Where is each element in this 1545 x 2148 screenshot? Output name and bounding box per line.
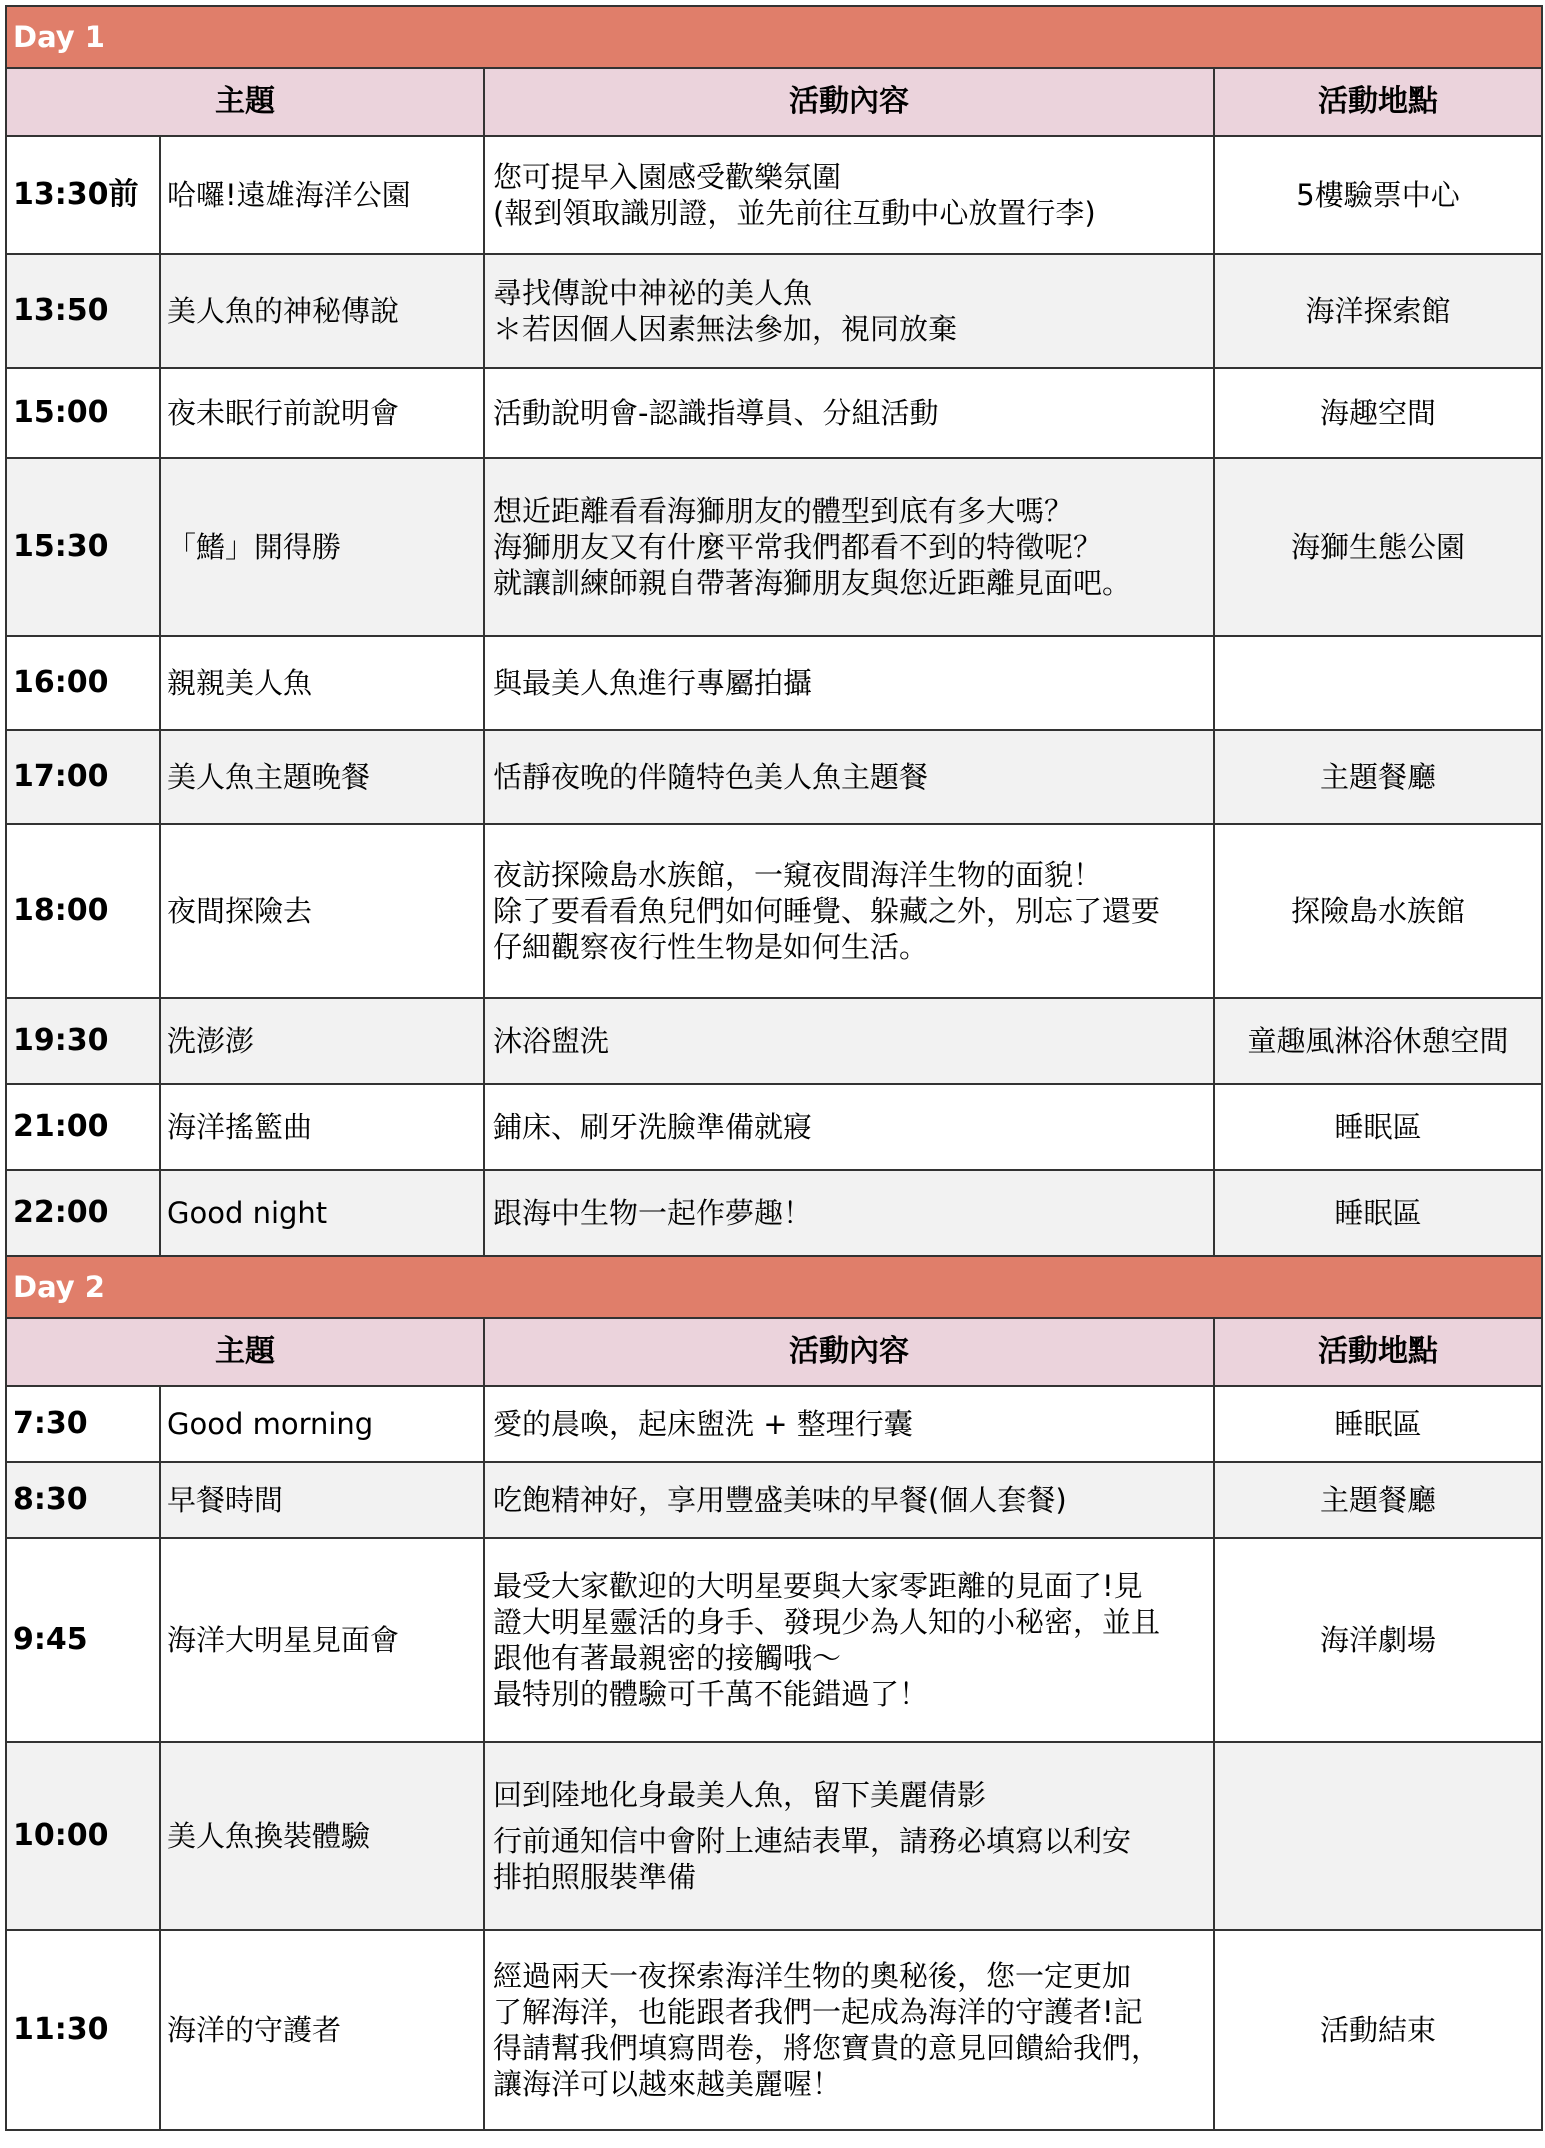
column-header-topic: 主題	[6, 1318, 484, 1386]
place-cell: 童趣風淋浴休憩空間	[1214, 998, 1542, 1084]
content-line: 仔細觀察夜行性生物是如何生活。	[493, 930, 929, 964]
column-header-place: 活動地點	[1214, 1318, 1542, 1386]
day-header	[6, 1256, 1542, 1318]
time-cell: 13:30前	[6, 136, 160, 254]
topic-cell: 洗澎澎	[160, 998, 484, 1084]
table-row	[6, 730, 1542, 824]
content-cell	[484, 368, 1214, 458]
content-line: (報到領取識別證，並先前往互動中心放置行李)	[493, 196, 1096, 230]
content-line: 吃飽精神好，享用豐盛美味的早餐(個人套餐)	[493, 1483, 1067, 1517]
time-cell: 17:00	[6, 730, 160, 824]
content-cell	[484, 1742, 1214, 1930]
content-line: 行前通知信中會附上連結表單，請務必填寫以利安	[493, 1824, 1132, 1858]
time-cell: 13:50	[6, 254, 160, 368]
schedule-body	[6, 6, 1542, 2130]
content-cell	[484, 636, 1214, 730]
topic-cell: 早餐時間	[160, 1462, 484, 1538]
time-cell: 19:30	[6, 998, 160, 1084]
content-line: 想近距離看看海獅朋友的體型到底有多大嗎？	[493, 494, 1074, 528]
content-line: 讓海洋可以越來越美麗喔！	[493, 2067, 842, 2101]
column-header-topic: 主題	[6, 68, 484, 136]
table-row	[6, 1930, 1542, 2130]
content-cell	[484, 1930, 1214, 2130]
topic-cell: 美人魚主題晚餐	[160, 730, 484, 824]
content-cell	[484, 1538, 1214, 1742]
content-gap	[493, 1813, 1207, 1823]
content-cell	[484, 136, 1214, 254]
topic-cell: 海洋的守護者	[160, 1930, 484, 2130]
table-row	[6, 1462, 1542, 1538]
time-cell: 15:30	[6, 458, 160, 636]
time-cell: 18:00	[6, 824, 160, 998]
content-line: 得請幫我們填寫問卷，將您寶貴的意見回饋給我們，	[493, 2031, 1161, 2065]
column-header-content: 活動內容	[484, 1318, 1214, 1386]
schedule-document	[5, 5, 1541, 2131]
table-row	[6, 1170, 1542, 1256]
content-cell	[484, 1170, 1214, 1256]
content-cell	[484, 730, 1214, 824]
content-cell	[484, 458, 1214, 636]
content-line: 恬靜夜晚的伴隨特色美人魚主題餐	[493, 760, 929, 794]
content-line: 最特別的體驗可千萬不能錯過了！	[493, 1677, 929, 1711]
table-row	[6, 458, 1542, 636]
topic-cell: 「鰭」開得勝	[160, 458, 484, 636]
day-label: Day 2	[6, 1256, 1542, 1318]
time-cell: 11:30	[6, 1930, 160, 2130]
column-header-row	[6, 68, 1542, 136]
time-cell: 7:30	[6, 1386, 160, 1462]
place-cell: 活動結束	[1214, 1930, 1542, 2130]
time-cell: 9:45	[6, 1538, 160, 1742]
content-line: 您可提早入園感受歡樂氛圍	[493, 160, 842, 194]
column-header-place: 活動地點	[1214, 68, 1542, 136]
content-line: 海獅朋友又有什麼平常我們都看不到的特徵呢？	[493, 530, 1103, 564]
content-cell	[484, 1084, 1214, 1170]
table-row	[6, 824, 1542, 998]
content-cell	[484, 1462, 1214, 1538]
place-cell: 睡眠區	[1214, 1170, 1542, 1256]
content-line: 除了要看看魚兒們如何睡覺、躲藏之外，別忘了還要	[493, 894, 1161, 928]
table-row	[6, 998, 1542, 1084]
time-cell: 22:00	[6, 1170, 160, 1256]
table-row	[6, 636, 1542, 730]
content-line: 跟海中生物一起作夢趣！	[493, 1196, 813, 1230]
content-line: 最受大家歡迎的大明星要與大家零距離的見面了!見	[493, 1569, 1143, 1603]
schedule-table	[5, 5, 1543, 2131]
place-cell: 海洋劇場	[1214, 1538, 1542, 1742]
content-line: 跟他有著最親密的接觸哦～	[493, 1641, 842, 1675]
content-line: 愛的晨喚，起床盥洗 + 整理行囊	[493, 1407, 913, 1441]
content-cell	[484, 998, 1214, 1084]
table-row	[6, 1742, 1542, 1930]
table-row	[6, 254, 1542, 368]
topic-cell: Good morning	[160, 1386, 484, 1462]
table-row	[6, 1084, 1542, 1170]
place-cell: 海趣空間	[1214, 368, 1542, 458]
table-row	[6, 368, 1542, 458]
table-row	[6, 1386, 1542, 1462]
content-line: 證大明星靈活的身手、發現少為人知的小秘密，並且	[493, 1605, 1161, 1639]
place-cell: 5樓驗票中心	[1214, 136, 1542, 254]
content-cell	[484, 254, 1214, 368]
topic-cell: 美人魚換裝體驗	[160, 1742, 484, 1930]
place-cell: 探險島水族館	[1214, 824, 1542, 998]
day-label: Day 1	[6, 6, 1542, 68]
content-line: 尋找傳說中神祕的美人魚	[493, 276, 813, 310]
content-cell	[484, 1386, 1214, 1462]
content-line: 夜訪探險島水族館，一窺夜間海洋生物的面貌！	[493, 858, 1103, 892]
column-header-row	[6, 1318, 1542, 1386]
time-cell: 10:00	[6, 1742, 160, 1930]
place-cell: 主題餐廳	[1214, 730, 1542, 824]
place-cell	[1214, 636, 1542, 730]
time-cell: 15:00	[6, 368, 160, 458]
topic-cell: Good night	[160, 1170, 484, 1256]
column-header-content: 活動內容	[484, 68, 1214, 136]
place-cell: 主題餐廳	[1214, 1462, 1542, 1538]
content-line: 鋪床、刷牙洗臉準備就寢	[493, 1110, 813, 1144]
content-line: ＊若因個人因素無法參加，視同放棄	[493, 312, 958, 346]
place-cell: 海洋探索館	[1214, 254, 1542, 368]
place-cell: 睡眠區	[1214, 1386, 1542, 1462]
content-line: 活動說明會-認識指導員、分組活動	[493, 396, 939, 430]
content-line: 經過兩天一夜探索海洋生物的奧秘後，您一定更加	[493, 1959, 1132, 1993]
place-cell	[1214, 1742, 1542, 1930]
day-header	[6, 6, 1542, 68]
topic-cell: 哈囉!遠雄海洋公園	[160, 136, 484, 254]
topic-cell: 親親美人魚	[160, 636, 484, 730]
table-row	[6, 136, 1542, 254]
content-line: 沐浴盥洗	[493, 1024, 610, 1058]
content-cell	[484, 824, 1214, 998]
topic-cell: 夜未眠行前說明會	[160, 368, 484, 458]
table-row	[6, 1538, 1542, 1742]
place-cell: 海獅生態公園	[1214, 458, 1542, 636]
topic-cell: 海洋搖籃曲	[160, 1084, 484, 1170]
topic-cell: 美人魚的神秘傳說	[160, 254, 484, 368]
time-cell: 8:30	[6, 1462, 160, 1538]
time-cell: 16:00	[6, 636, 160, 730]
content-line: 排拍照服裝準備	[493, 1860, 697, 1894]
topic-cell: 夜間探險去	[160, 824, 484, 998]
content-line: 了解海洋，也能跟者我們一起成為海洋的守護者!記	[493, 1995, 1143, 2029]
content-line: 回到陸地化身最美人魚，留下美麗倩影	[493, 1778, 987, 1812]
content-line: 與最美人魚進行專屬拍攝	[493, 666, 813, 700]
content-line: 就讓訓練師親自帶著海獅朋友與您近距離見面吧。	[493, 566, 1132, 600]
place-cell: 睡眠區	[1214, 1084, 1542, 1170]
topic-cell: 海洋大明星見面會	[160, 1538, 484, 1742]
time-cell: 21:00	[6, 1084, 160, 1170]
